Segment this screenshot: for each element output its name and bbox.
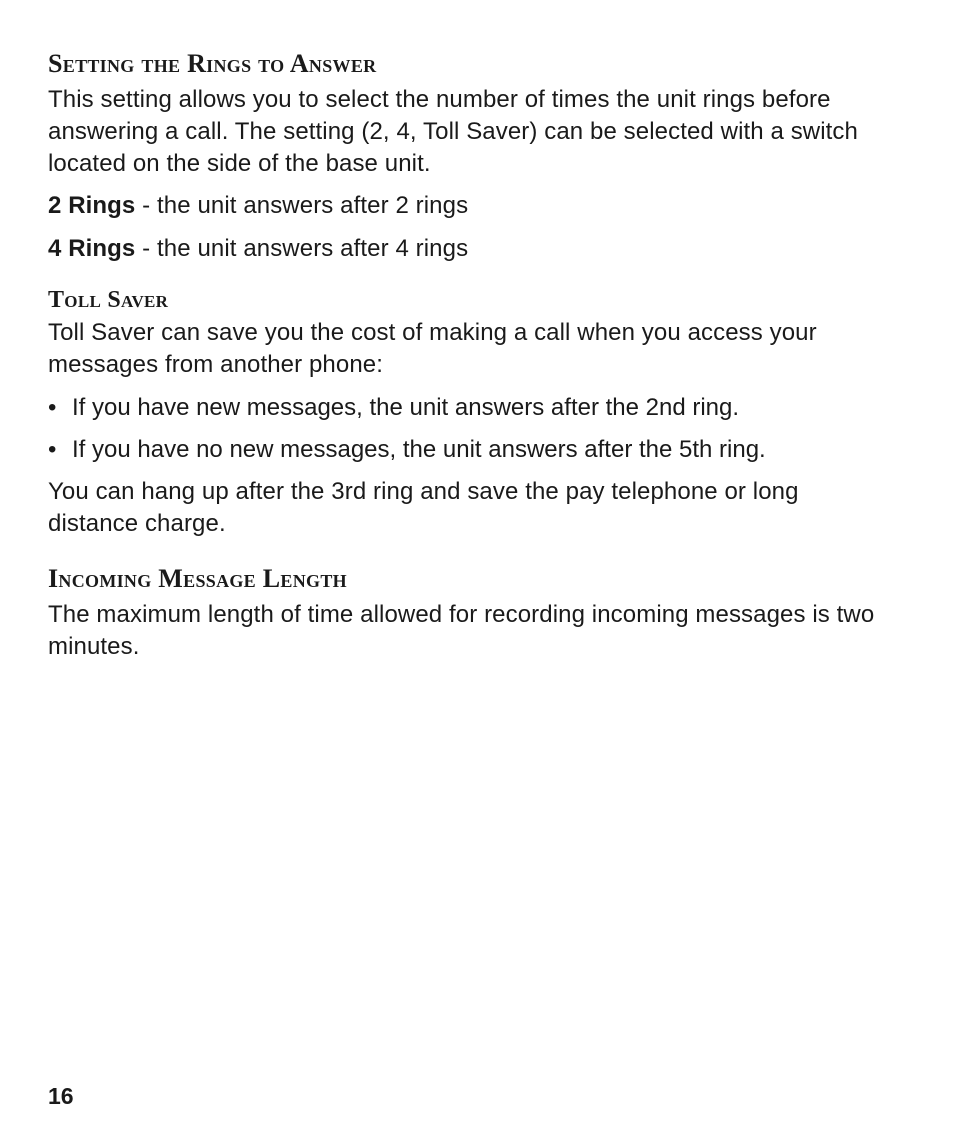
message-length-paragraph: The maximum length of time allowed for recording incoming messages is two minutes.: [48, 601, 875, 660]
option-2-rings-term: 2 Rings: [48, 192, 136, 219]
bullet-text-new-messages: If you have new messages, the unit answers after the 2nd ring.: [72, 394, 740, 421]
toll-saver-bullet-list: [48, 392, 908, 466]
toll-saver-outro-paragraph: You can hang up after the 3rd ring and save the pay telephone or long distance charge.: [48, 478, 799, 537]
bullet-icon: •: [48, 436, 57, 463]
section-heading-incoming-message-length: Incoming Message Length: [48, 564, 347, 593]
list-item: [48, 434, 908, 466]
list-item: [48, 392, 908, 424]
option-2-rings: [48, 190, 468, 222]
page-number: 16: [48, 1083, 74, 1109]
bullet-icon: •: [48, 394, 57, 421]
bullet-text-no-new-messages: If you have no new messages, the unit answers after the 5th ring.: [72, 436, 766, 463]
section-heading-toll-saver: Toll Saver: [48, 287, 169, 313]
option-4-rings: [48, 233, 468, 265]
option-2-rings-description: - the unit answers after 2 rings: [135, 192, 469, 219]
toll-saver-intro-paragraph: Toll Saver can save you the cost of making a call when you access your messages from another phone:: [48, 319, 817, 378]
section-heading-rings-to-answer: Setting the Rings to Answer: [48, 49, 377, 78]
option-4-rings-description: - the unit answers after 4 rings: [135, 235, 469, 262]
rings-intro-paragraph: This setting allows you to select the number of times the unit rings before answering a call. The setting (2, 4, Toll Saver) can be selected with a switch located on the side of the base unit.: [48, 86, 858, 177]
option-4-rings-term: 4 Rings: [48, 235, 136, 262]
